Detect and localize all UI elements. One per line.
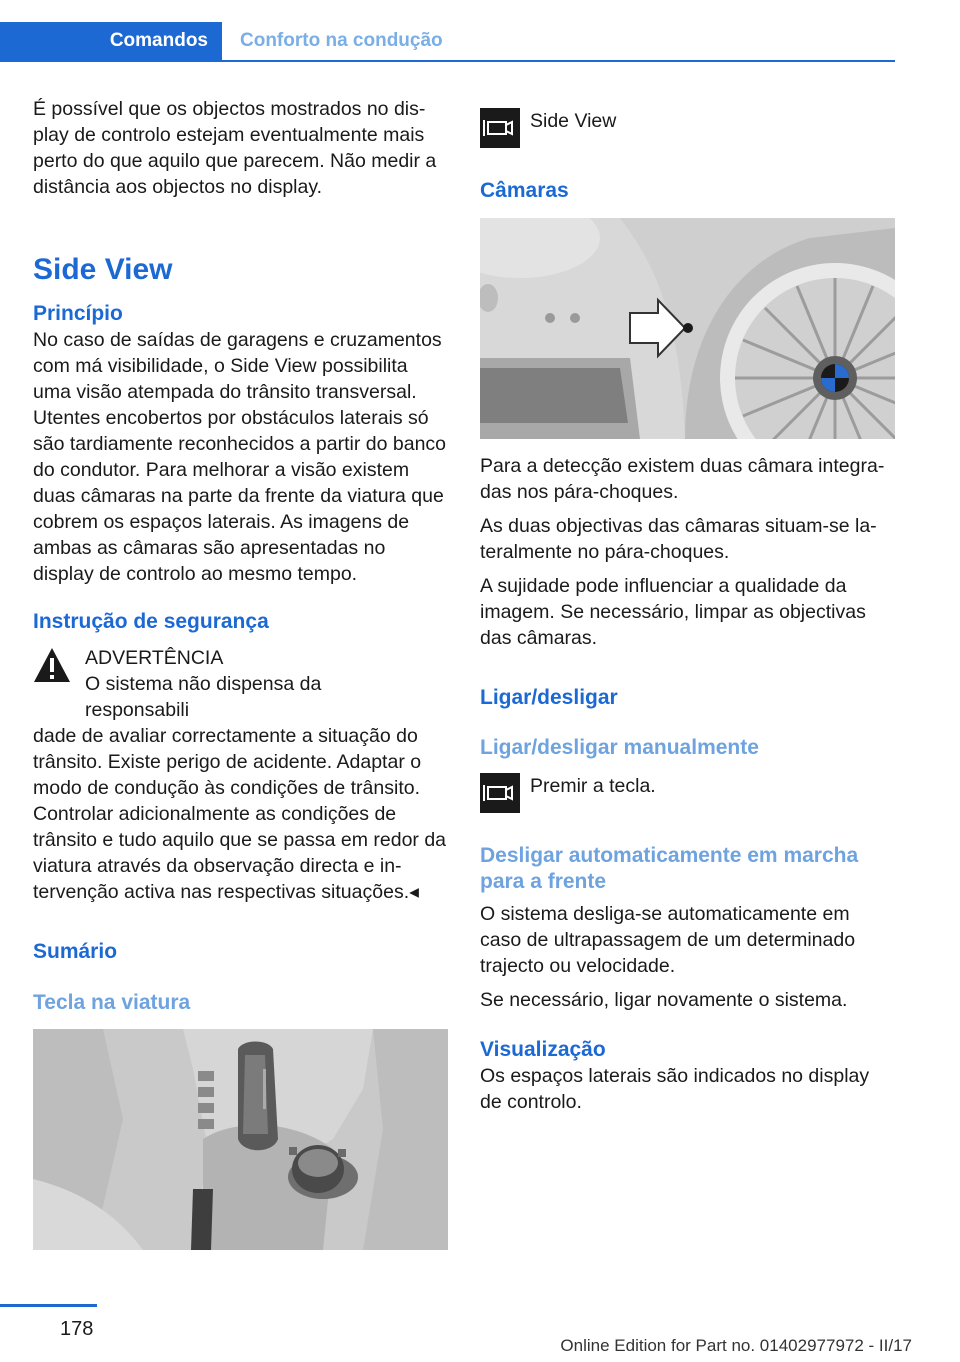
side-view-camera-icon [480,773,520,813]
edition-note: Online Edition for Part no. 01402977972 - II/17 [560,1336,912,1355]
right-column [480,96,895,1115]
warning-text-first: O sistema não dispensa da responsabili [85,673,322,721]
side-view-camera-icon [480,108,520,148]
button-heading: Tecla na viatura [33,991,191,1014]
header-tabs [0,22,895,62]
center-console-photo [33,1029,448,1250]
manual-paragraph: Premir a tecla. [530,775,656,797]
warning-text: dade de avaliar correctamente a situação do trânsito. Existe perigo de acidente. Adaptar o modo de condução às condições de trânsito. Controlar adicionalmente as condições de trânsito e tudo aquilo que se passa em redor da viatura através da observação directa e intervenção activa nas respectivas situações.◂ [33,725,447,903]
cameras-paragraph-2: As duas objectivas das câmaras situam-se lateralmente no pára-choques. [480,515,877,563]
summary-heading: Sumário [33,940,118,963]
cameras-heading: Câmaras [480,179,569,202]
auto-off-paragraph-2: Se necessário, ligar novamente o sistema. [480,989,848,1011]
manual-button-row [480,773,895,813]
auto-off-heading: Desligar automaticamente em marcha para a frente [480,844,859,893]
side-view-button-row [480,108,895,148]
onoff-heading: Ligar/desligar [480,686,618,709]
tab-conforto-na-conducao[interactable]: Conforto na condução [240,30,443,51]
section-title: Side View [33,253,173,286]
page-number-rule [0,1304,97,1307]
page-number: 178 [60,1318,94,1340]
side-view-label: Side View [530,110,617,132]
auto-off-paragraph-1: O sistema desliga-se automaticamente em caso de ultrapassagem de um determinado trajecto ou velocidade. [480,903,856,977]
warning-triangle-icon [33,647,71,683]
safety-heading: Instrução de segurança [33,610,269,633]
warning-block [33,645,448,723]
display-paragraph: Os espaços laterais são indicados no display de controlo. [480,1065,870,1113]
principle-paragraph: No caso de saídas de garagens e cruzamentos com má visibilidade, o Side View possibilita uma visão atempada do trânsito transversal. Utentes encobertos por obstáculos laterais só são tardiamente reconhecidos a partir do banco do condutor. Para melhorar a visão existem duas câmaras na parte da frente da viatura que cobrem os espaços laterais. As imagens de ambas as câmaras são apresentadas no display de controlo ao mesmo tempo. [33,329,447,585]
bumper-camera-photo [480,218,895,439]
left-column [33,96,448,1250]
cameras-paragraph-3: A sujidade pode influenciar a qualidade da imagem. Se necessário, limpar as objectivas das câmaras. [480,575,866,649]
principle-heading: Princípio [33,302,123,325]
intro-paragraph: É possível que os objectos mostrados no display de controlo estejam eventualmente mais perto do que aquilo que parecem. Não medir a distância aos objectos no display. [33,98,437,198]
manual-heading: Ligar/desligar manualmente [480,736,759,759]
warning-title: ADVERTÊNCIA [85,647,224,669]
tab-comandos[interactable]: Comandos [0,22,222,60]
display-heading: Visualização [480,1038,606,1061]
header-rule [0,60,895,62]
cameras-paragraph-1: Para a detecção existem duas câmara integradas nos pára-choques. [480,455,885,503]
